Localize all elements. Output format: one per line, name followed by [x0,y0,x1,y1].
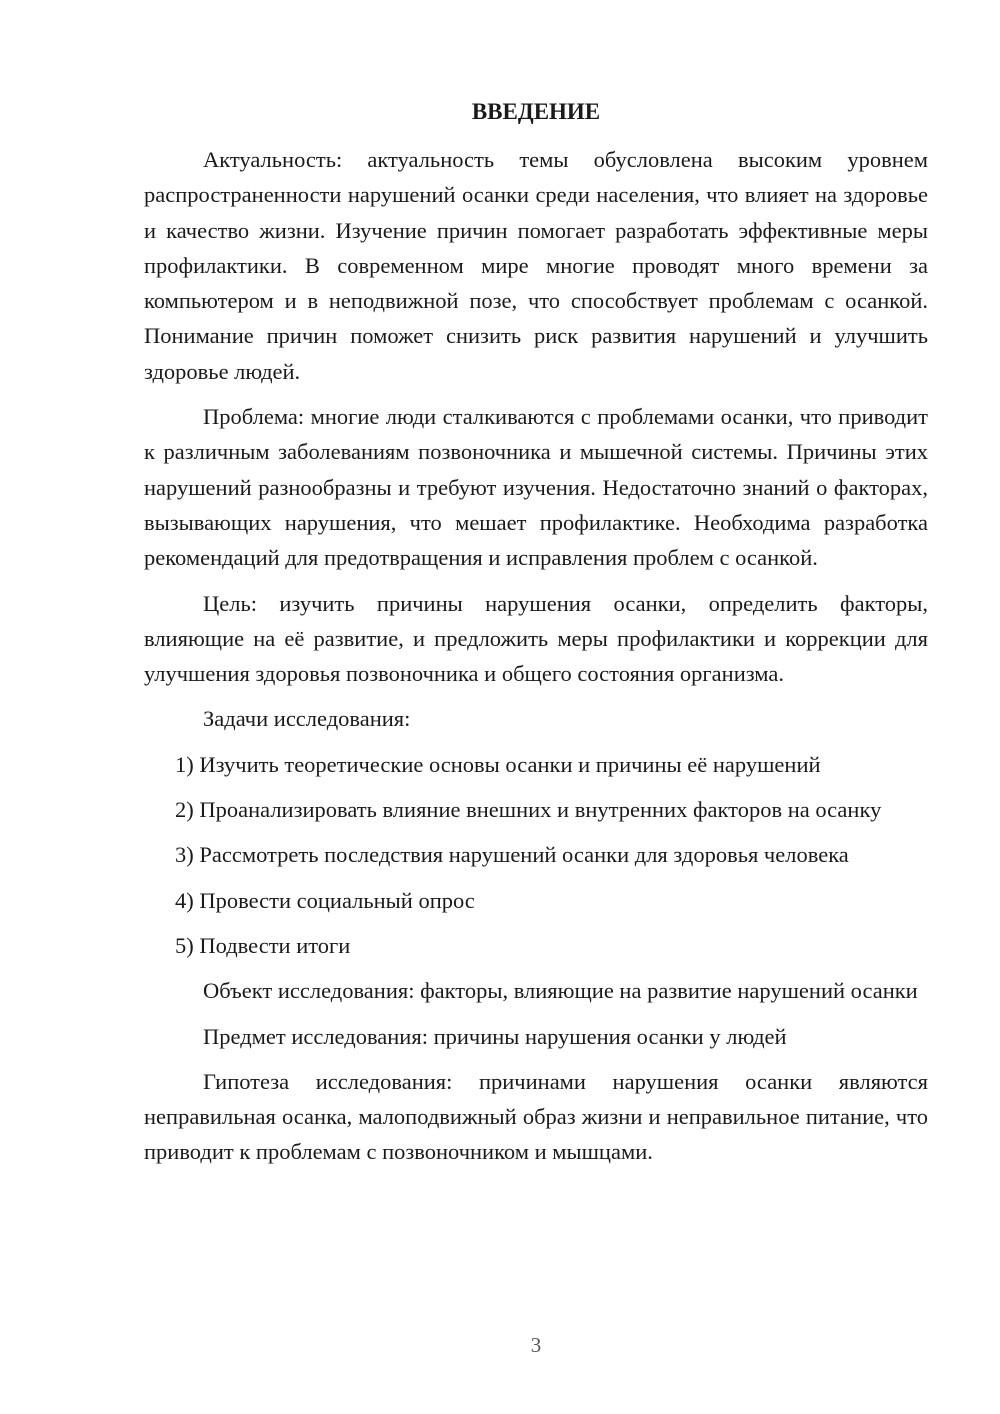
list-item-task-3: 3) Рассмотреть последствия нарушений осанки для здоровья человека [175,842,849,868]
list-item-task-4: 4) Провести социальный опрос [175,887,475,913]
paragraph-relevance: Актуальность: актуальность темы обусловлена высоким уровнем распространенности нарушений осанки среди населения, что влияет на здоровье и качество жизни. Изучение причин помогает разработать эффективные меры профилактики. В современном мире многие проводят много времени за компьютером и в неподвижной позе, что способствует проблемам с осанкой. Понимание причин поможет снизить риск развития нарушений и улучшить здоровье людей. [144,147,928,384]
paragraph-hypothesis: Гипотеза исследования: причинами нарушения осанки являются неправильная осанка, малоподвижный образ жизни и неправильное питание, что приводит к проблемам с позвоночником и мышцами. [144,1068,928,1165]
paragraph-object: Объект исследования: факторы, влияющие на развитие нарушений осанки [203,978,918,1004]
page-number: 3 [530,1333,542,1357]
list-item-task-5: 5) Подвести итоги [175,932,351,958]
list-item-task-1: 1) Изучить теоретические основы осанки и причины её нарушений [175,751,821,777]
paragraph-subject: Предмет исследования: причины нарушения осанки у людей [203,1023,787,1049]
list-item-task-2: 2) Проанализировать влияние внешних и внутренних факторов на осанку [175,797,882,823]
document-body [144,142,928,1180]
paragraph-goal: Цель: изучить причины нарушения осанки, определить факторы, влияющие на её развитие, и предложить меры профилактики и коррекции для улучшения здоровья позвоночника и общего состояния организма. [144,590,928,687]
paragraph-tasks-heading: Задачи исследования: [203,706,411,732]
page-title: ВВЕДЕНИЕ [471,99,601,124]
paragraph-problem: Проблема: многие люди сталкиваются с проблемами осанки, что приводит к различным заболеваниям позвоночника и мышечной системы. Причины этих нарушений разнообразны и требуют изучения. Недостаточно знаний о факторах, вызывающих нарушения, что мешает профилактике. Необходима разработка рекомендаций для предотвращения и исправления проблем с осанкой. [144,404,928,571]
